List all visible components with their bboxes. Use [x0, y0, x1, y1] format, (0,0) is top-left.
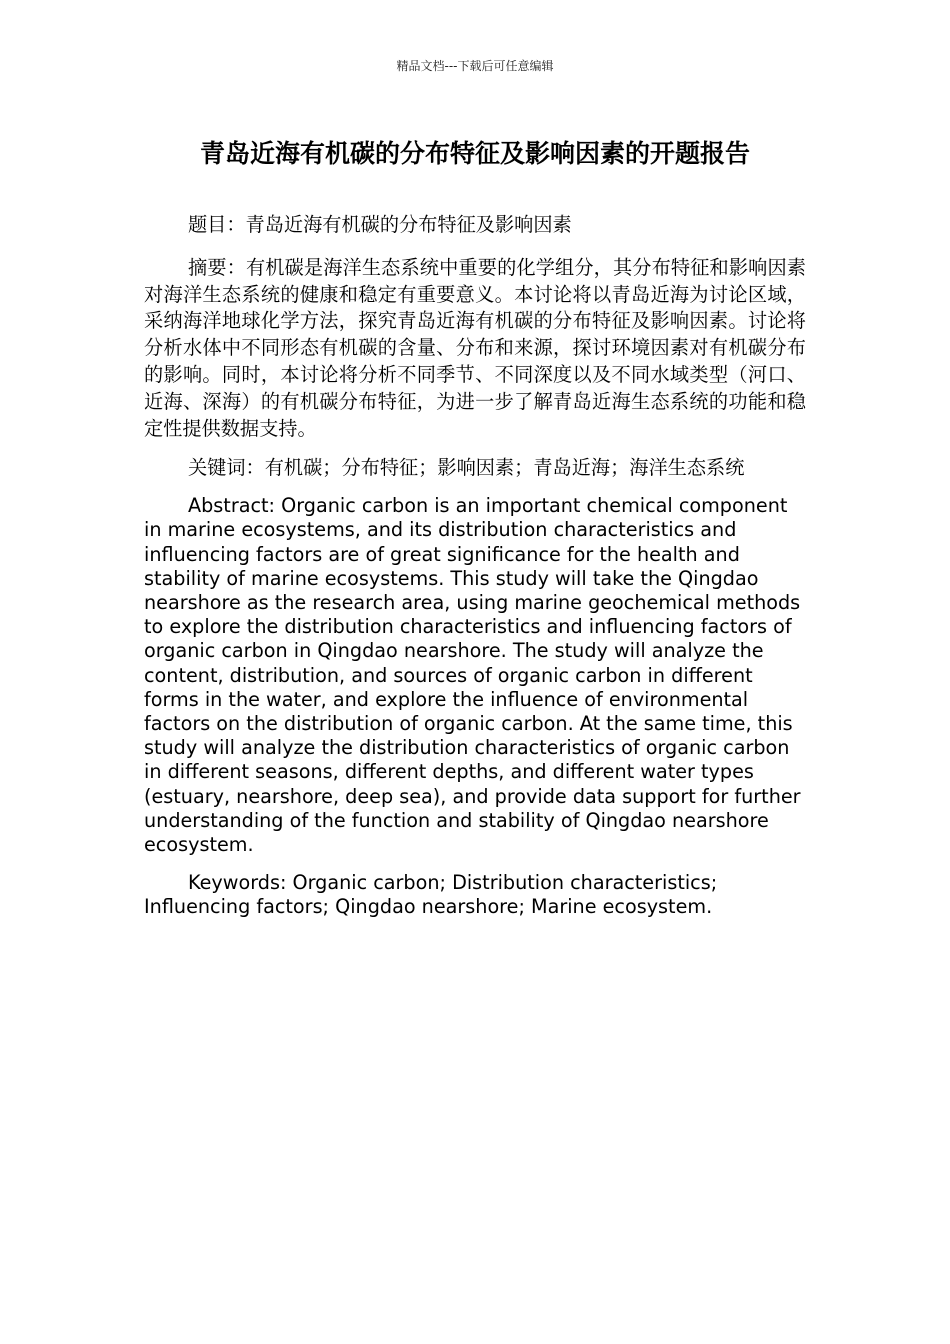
abstract-cn-paragraph: 摘要：有机碳是海洋生态系统中重要的化学组分，其分布特征和影响因素对海洋生态系统的健康和稳定有重要意义。本讨论将以青岛近海为讨论区域，采纳海洋地球化学方法，探究青岛近海有机碳的分布特征及影响因素。讨论将分析水体中不同形态有机碳的含量、分布和来源，探讨环境因素对有机碳分布的影响。同时，本讨论将分析不同季节、不同深度以及不同水域类型（河口、近海、深海）的有机碳分布特征，为进一步了解青岛近海生态系统的功能和稳定性提供数据支持。	[144, 255, 806, 440]
document-body	[144, 212, 806, 920]
document-title: 青岛近海有机碳的分布特征及影响因素的开题报告	[199, 139, 750, 168]
topic-paragraph: 题目：青岛近海有机碳的分布特征及影响因素	[188, 213, 572, 236]
keywords-cn-paragraph: 关键词：有机碳；分布特征；影响因素；青岛近海；海洋生态系统	[188, 456, 745, 480]
abstract-en-paragraph: Abstract: Organic carbon is an important chemical component in marine ecosystems, and its distribution characteristics and influencing factors are of great significance for the health and stability of marine ecosystems. This study will take the Qingdao nearshore as the research area, using marine geochemical methods to explore the distribution characteristics and influencing factors of organic carbon in Qingdao nearshore. The study will analyze the content, distribution, and sources of organic carbon in different forms in the water, and explore the influence of environmental factors on the distribution of organic carbon. At the same time, this study will analyze the distribution characteristics of organic carbon in different seasons, different depths, and different water types (estuary, nearshore, deep sea), and provide data support for further understanding of the function and stability of Qingdao nearshore ecosystem.	[144, 494, 801, 857]
keywords-en-paragraph: Keywords: Organic carbon; Distribution characteristics; Influencing factors; Qingdao nearshore; Marine ecosystem.	[144, 871, 718, 919]
page-header-note: 精品文档---下载后可任意编辑	[396, 59, 554, 73]
